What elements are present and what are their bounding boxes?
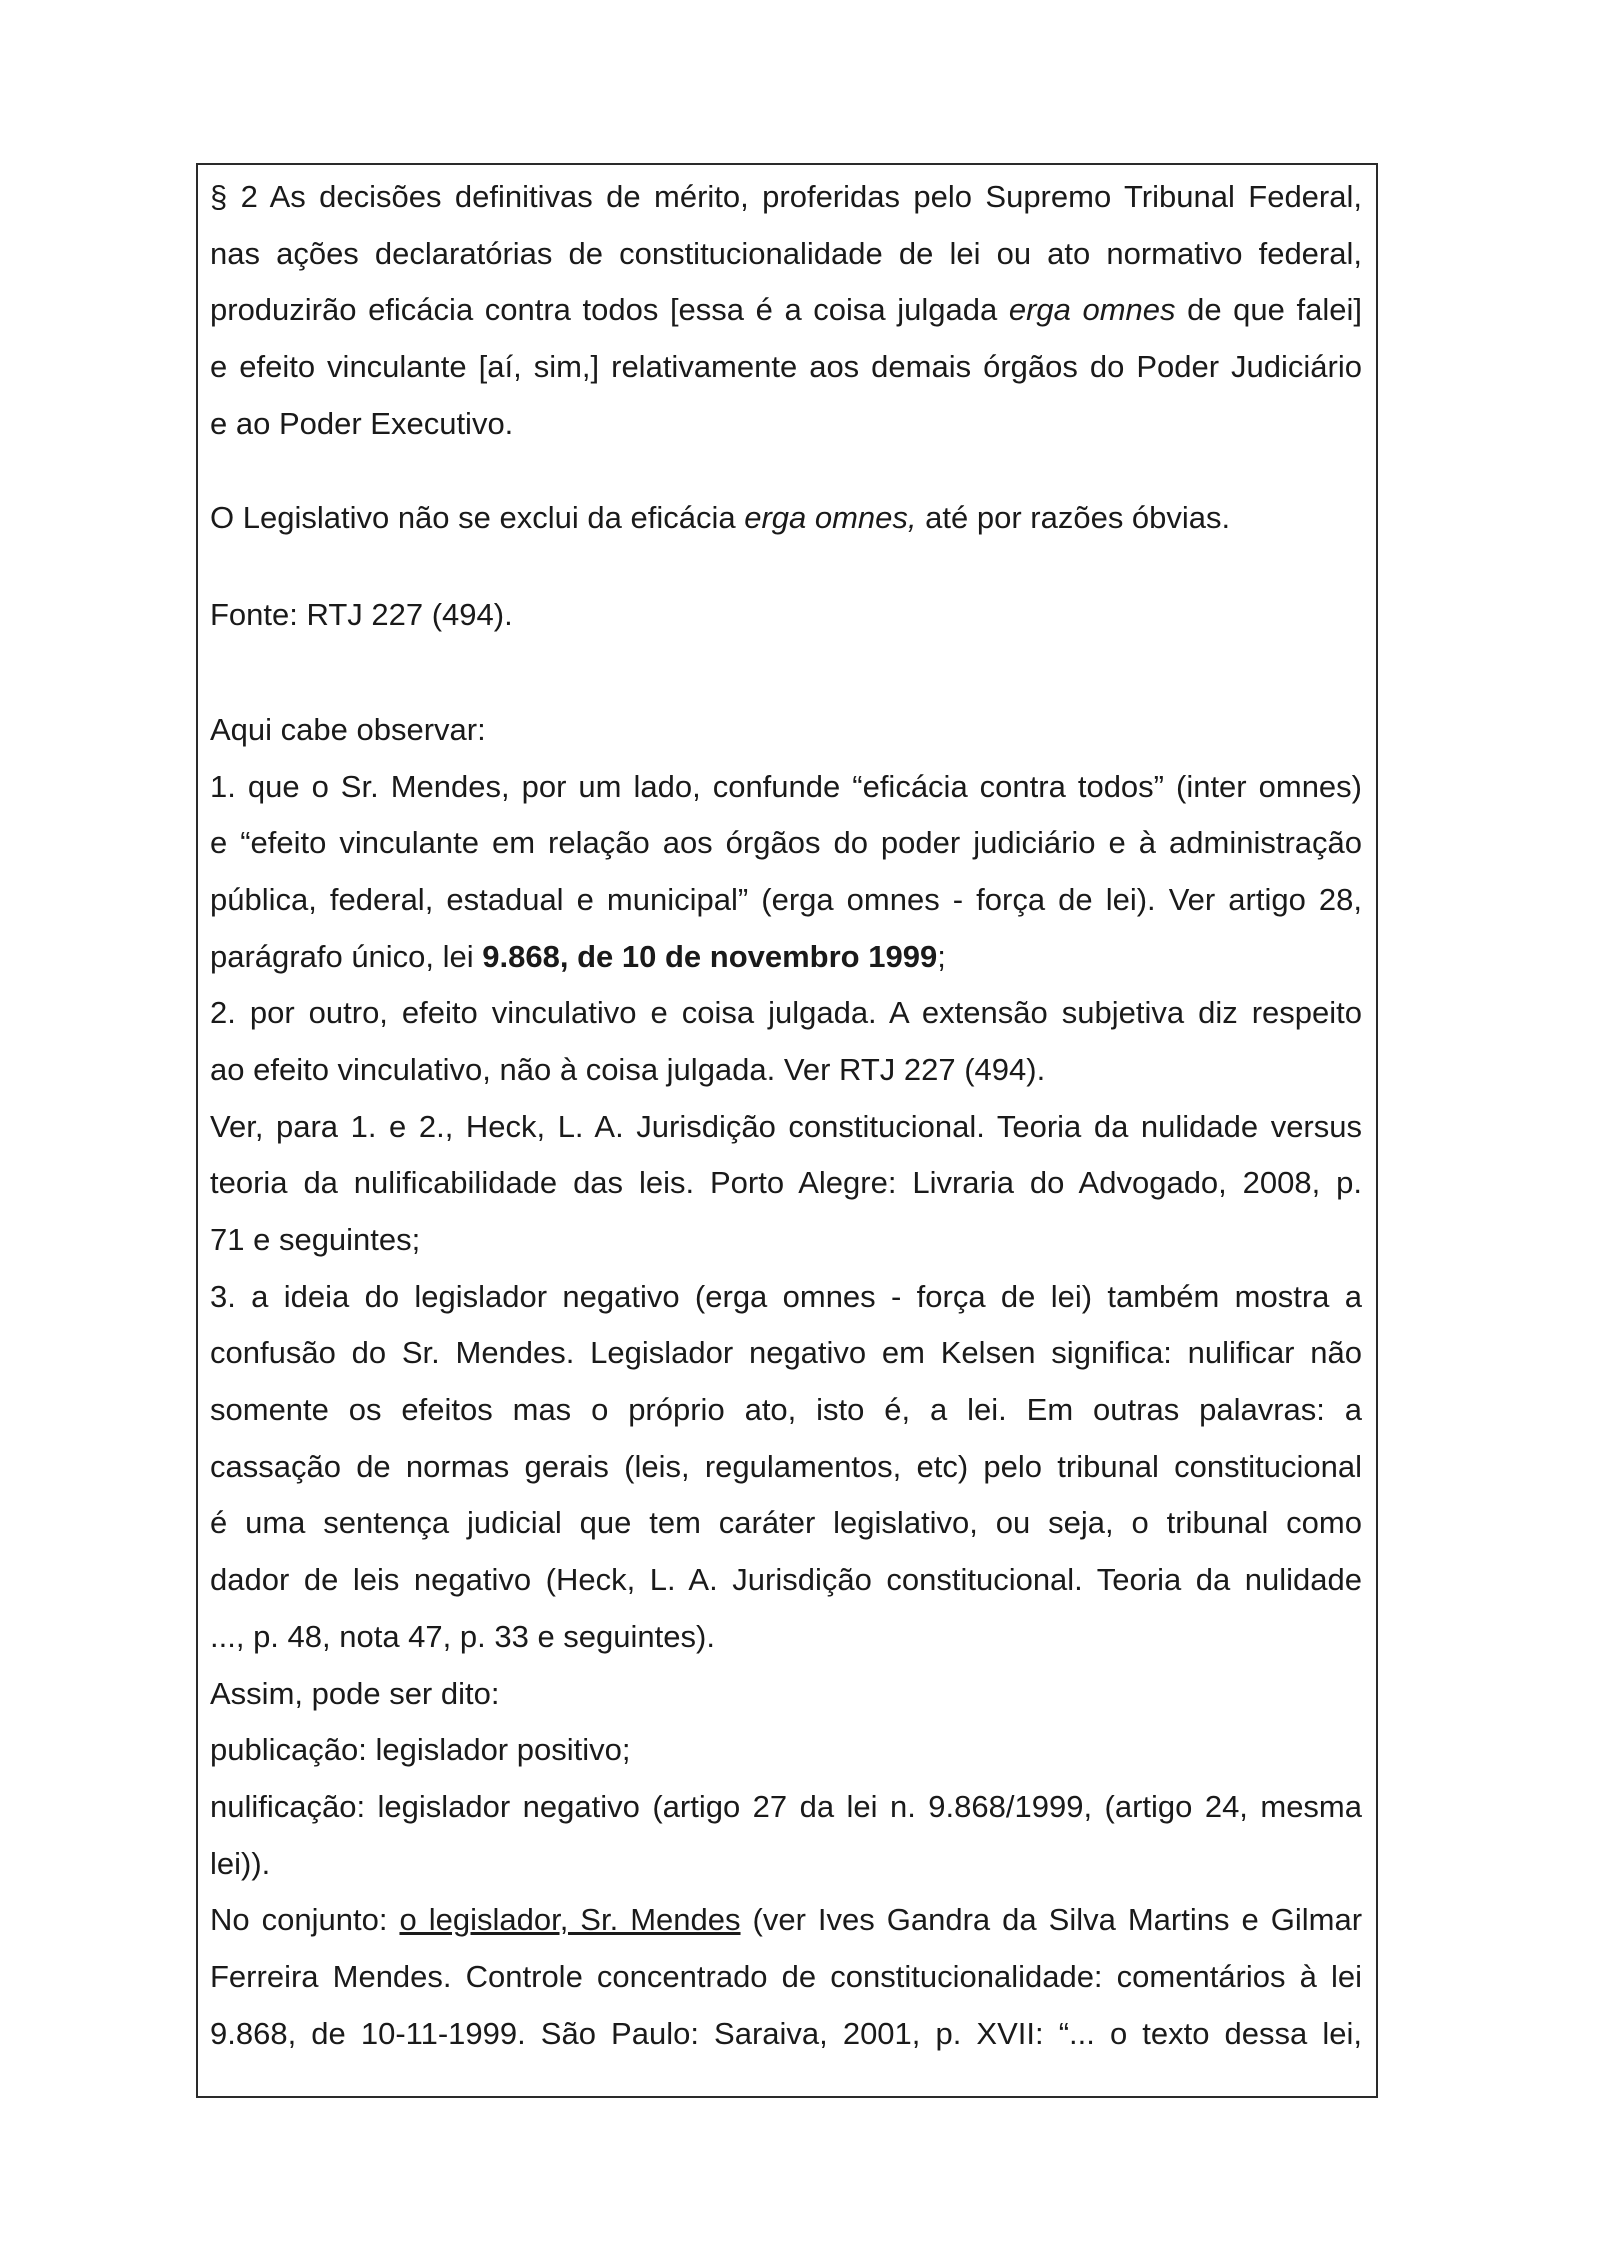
legislativo-line bbox=[210, 490, 1362, 547]
note-line: dador de leis negativo (Heck, L. A. Jurisdição constitucional. Teoria da nulidade bbox=[210, 1562, 1362, 1598]
text-run: O Legislativo não se exclui da eficácia bbox=[210, 500, 745, 536]
text-run: No conjunto: bbox=[210, 1902, 400, 1938]
notes-intro: Aqui cabe observar: bbox=[210, 711, 486, 747]
paragraph-line: e efeito vinculante [aí, sim,] relativamente aos demais órgãos do Poder Judiciário bbox=[210, 349, 1362, 385]
text-run: parágrafo único, lei bbox=[210, 938, 483, 974]
note-line: é uma sentença judicial que tem caráter legislativo, ou seja, o tribunal como bbox=[210, 1505, 1362, 1541]
note-line: Ferreira Mendes. Controle concentrado de constitucionalidade: comentários à lei bbox=[210, 1958, 1362, 1994]
note-line: somente os efeitos mas o próprio ato, isto é, a lei. Em outras palavras: a bbox=[210, 1392, 1362, 1428]
note-line: cassação de normas gerais (leis, regulamentos, etc) pelo tribunal constitucional bbox=[210, 1448, 1362, 1484]
paragraph-line: e ao Poder Executivo. bbox=[210, 405, 514, 441]
paragraph-line bbox=[210, 282, 1362, 339]
paragraph-line: nas ações declaratórias de constitucionalidade de lei ou ato normativo federal, bbox=[210, 235, 1362, 271]
note-line: nulificação: legislador negativo (artigo 27 da lei n. 9.868/1999, (artigo 24, mesma bbox=[210, 1788, 1362, 1824]
note-line bbox=[210, 1892, 1362, 1949]
underlined-run: o legislador, Sr. Mendes bbox=[399, 1902, 741, 1938]
note-line: publicação: legislador positivo; bbox=[210, 1732, 631, 1768]
note-line: 1. que o Sr. Mendes, por um lado, confunde “eficácia contra todos” (inter omnes) bbox=[210, 768, 1362, 804]
text-run: produzirão eficácia contra todos [essa é a coisa julgada bbox=[210, 292, 1009, 328]
note-line: teoria da nulificabilidade das leis. Porto Alegre: Livraria do Advogado, 2008, p. bbox=[210, 1165, 1362, 1201]
text-run: ; bbox=[937, 938, 946, 974]
note-line: ..., p. 48, nota 47, p. 33 e seguintes). bbox=[210, 1618, 715, 1654]
note-line: 3. a ideia do legislador negativo (erga omnes - força de lei) também mostra a bbox=[210, 1278, 1362, 1314]
document-frame bbox=[196, 163, 1378, 2098]
source-line: Fonte: RTJ 227 (494). bbox=[210, 597, 513, 633]
text-run: até por razões óbvias. bbox=[916, 500, 1231, 536]
paragraph-line: § 2 As decisões definitivas de mérito, proferidas pelo Supremo Tribunal Federal, bbox=[210, 179, 1362, 214]
note-line: Ver, para 1. e 2., Heck, L. A. Jurisdição constitucional. Teoria da nulidade versus bbox=[210, 1108, 1362, 1144]
note-line: e “efeito vinculante em relação aos órgãos do poder judiciário e à administração bbox=[210, 825, 1362, 861]
italic-run: erga omnes, bbox=[744, 500, 917, 536]
note-line: confusão do Sr. Mendes. Legislador negativo em Kelsen significa: nulificar não bbox=[210, 1335, 1362, 1371]
note-line: pública, federal, estadual e municipal” (erga omnes - força de lei). Ver artigo 28, bbox=[210, 881, 1362, 917]
italic-run: erga omnes bbox=[1008, 292, 1176, 328]
note-line bbox=[210, 929, 1362, 986]
text-run: (ver Ives Gandra da Silva Martins e Gilmar bbox=[740, 1902, 1362, 1938]
note-line: lei)). bbox=[210, 1845, 271, 1881]
note-line: 9.868, de 10-11-1999. São Paulo: Saraiva, 2001, p. XVII: “... o texto dessa lei, bbox=[210, 2015, 1362, 2051]
note-line: Assim, pode ser dito: bbox=[210, 1675, 500, 1711]
note-line: 2. por outro, efeito vinculativo e coisa julgada. A extensão subjetiva diz respeito bbox=[210, 995, 1362, 1031]
note-line: ao efeito vinculativo, não à coisa julgada. Ver RTJ 227 (494). bbox=[210, 1051, 1046, 1087]
text-run: de que falei] bbox=[1175, 292, 1362, 328]
note-line: 71 e seguintes; bbox=[210, 1222, 421, 1257]
bold-run: 9.868, de 10 de novembro 1999 bbox=[482, 938, 938, 974]
